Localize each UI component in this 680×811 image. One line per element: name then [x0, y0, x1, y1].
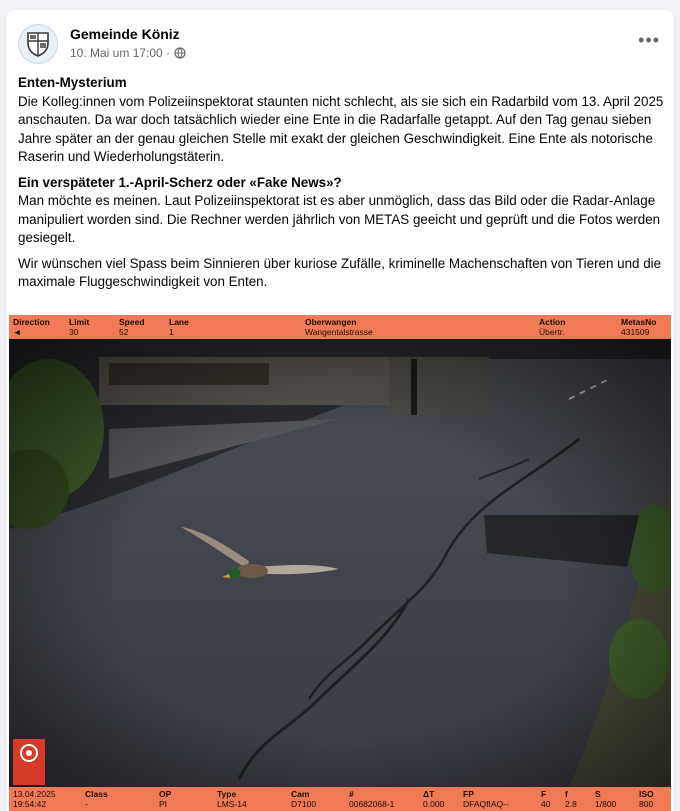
metas-label: MetasNo [621, 317, 657, 327]
cam-label: Cam [291, 789, 310, 799]
iso-value: 800 [639, 799, 654, 809]
limit-label: Limit [69, 317, 90, 327]
radar-bottom-band [9, 787, 671, 811]
limit-value: 30 [69, 327, 79, 337]
class-value: - [85, 799, 88, 809]
post-header [18, 24, 662, 68]
direction-label: Direction [13, 317, 50, 327]
capture-time: 19:54:42 [13, 799, 47, 809]
paragraph-2 [18, 174, 666, 248]
vignette [9, 339, 671, 787]
author-name[interactable]: Gemeinde Köniz [70, 26, 180, 42]
heading-2: Ein verspäteter 1.-April-Scherz oder «Fake News»? [18, 174, 342, 190]
dt-label: ΔT [423, 789, 435, 799]
type-value: LMS-14 [217, 799, 247, 809]
observer-logo [13, 739, 45, 785]
more-options-button[interactable]: ••• [638, 30, 660, 50]
post-text [18, 74, 666, 299]
speed-label: Speed [119, 317, 145, 327]
heading-1: Enten-Mysterium [18, 75, 127, 90]
radar-top-band [9, 315, 671, 339]
avatar[interactable] [18, 24, 58, 64]
f-value: 40 [541, 799, 551, 809]
speed-value: 52 [119, 327, 129, 337]
fp-label: FP [463, 789, 474, 799]
f-label: F [541, 789, 547, 799]
action-value: Übertr. [539, 327, 565, 337]
lane-label: Lane [169, 317, 189, 327]
iso-label: ISO [639, 789, 654, 799]
action-label: Action [539, 317, 566, 327]
metas-value: 431509 [621, 327, 650, 337]
direction-value: ◄ [13, 327, 22, 337]
paragraph-1 [18, 74, 666, 167]
cam-value: D7100 [291, 799, 317, 809]
number-value: 00682068-1 [349, 799, 395, 809]
shutter-value: 1/800 [595, 799, 617, 809]
op-value: PI [159, 799, 168, 809]
location-label: Oberwangen [305, 317, 357, 327]
post-meta [70, 46, 186, 60]
aperture-value: 2.8 [565, 799, 577, 809]
type-label: Type [217, 789, 237, 799]
number-label: # [349, 789, 354, 799]
globe-icon [174, 47, 186, 59]
op-label: OP [159, 789, 172, 799]
capture-date: 13.04.2025 [13, 789, 56, 799]
fp-value: DFAQfIAQ-- [463, 799, 509, 809]
lane-value: 1 [169, 327, 174, 337]
location-value: Wangentalstrasse [305, 327, 373, 337]
shutter-label: S [595, 789, 601, 799]
post-card [6, 10, 674, 811]
para-1: Die Kolleg:innen vom Polizeiinspektorat staunten nicht schlecht, als sie sich ein Radarbild vom 13. April 2025 anschauten. Da war doch tatsächlich wieder eine Ente in die Radarfalle getappt. Auf den Tag genau sieben Jahre später an der genau gleichen Stelle mit exakt der gleichen Geschwindigkeit. Eine Ente als notorische Raserin und Wiederholungstäterin. [18, 93, 664, 164]
dt-value: 0.000 [423, 799, 445, 809]
coat-of-arms-icon [26, 31, 50, 57]
class-label: Class [85, 789, 108, 799]
para-3: Wir wünschen viel Spass beim Sinnieren über kuriose Zufälle, kriminelle Machenschaften von Tieren und die maximale Fluggeschwindigkeit von Enten. [18, 255, 662, 289]
street-scene [9, 339, 671, 787]
aperture-label: f [565, 789, 568, 799]
paragraph-3 [18, 255, 666, 292]
post-date[interactable]: 10. Mai um 17:00 · [70, 46, 171, 60]
para-2: Man möchte es meinen. Laut Polizeiinspektorat ist es aber unmöglich, dass das Bild oder die Radar-Anlage manipuliert worden sind. Die Rechner werden jährlich von METAS geeicht und geprüft und die Fotos werden gesiegelt. [18, 193, 661, 245]
radar-photo[interactable] [9, 315, 671, 811]
